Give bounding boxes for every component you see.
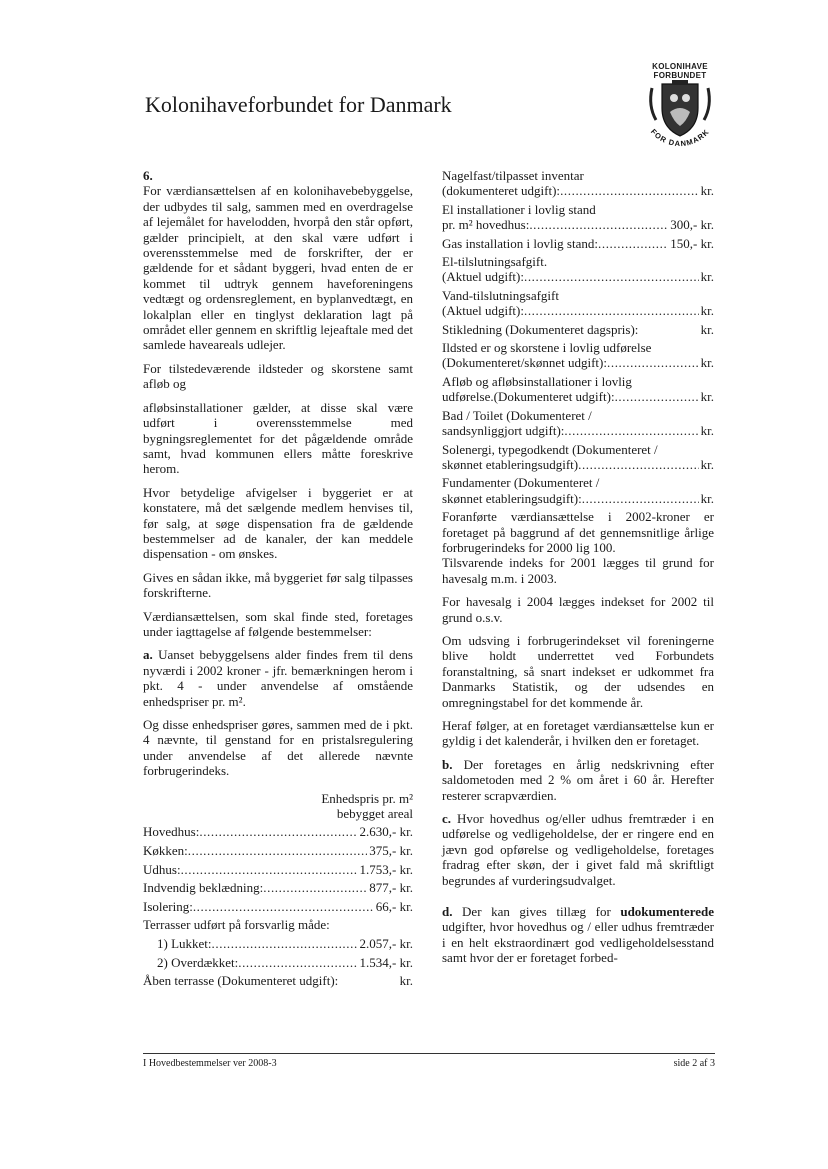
row-value: kr. (700, 423, 714, 439)
row-value: kr. (700, 389, 714, 405)
row-value: 877,- kr. (369, 880, 413, 896)
price-row (143, 823, 413, 842)
row-label: pr. m² hovedhus: (442, 217, 530, 233)
row-label: Stikledning (Dokumenteret dagspris): (442, 321, 639, 337)
row-label: (Aktuel udgift): (442, 303, 524, 319)
footer-page-number: side 2 af 3 (673, 1058, 715, 1069)
paragraph: Foranførte værdiansættelse i 2002-kroner er foretaget på baggrund af det gennemsnitlige årlige forbrugerindeks for 2000 lig 100. (442, 509, 714, 555)
price-row (442, 491, 714, 506)
row-value: kr. (700, 456, 714, 472)
cost-item (442, 408, 714, 439)
price-row (442, 355, 714, 370)
footer-divider (143, 1053, 715, 1054)
price-row (442, 183, 714, 198)
left-column (143, 168, 413, 991)
crest-icon (636, 78, 724, 158)
paragraph: For tilstedeværende ildsteder og skorstene samt afløb og (143, 360, 413, 392)
cost-item (442, 340, 714, 371)
price-row (143, 898, 413, 917)
page-title: Kolonihaveforbundet for Danmark (145, 92, 452, 117)
row-value: 375,- kr. (369, 843, 413, 859)
row-label: (Aktuel udgift): (442, 269, 524, 285)
row-label: Køkken: (143, 843, 188, 859)
cost-item-title: El installationer i lovlig stand (442, 201, 596, 217)
paragraph-c: c. Hvor hovedhus og/eller udhus fremtræder i en udførelse og vedligeholdelse, der er ringere end en jævn god opførelse og vedligeholdelse, foretages fradrag efter skøn, der i givet fald må skriftligt begrundes af vurderingsudvalget. (442, 811, 715, 888)
paragraph: Hvor betydelige afvigelser i byggeriet er at konstatere, må det sælgende medlem henvises til, før salg, at søge dispensation fra de gældende bestemmelser ad de kanaler, der kan meddele dispensation - om ønskes. (143, 484, 413, 562)
cost-item-title: Ildsted er og skorstene i lovlig udførelse (442, 340, 652, 356)
paragraph: Tilsvarende indeks for 2001 lægges til grund for havesalg m.m. i 2003. (442, 555, 714, 586)
price-row (143, 879, 413, 898)
cost-item-title: Fundamenter (Dokumenteret / (442, 475, 600, 491)
row-label: (dokumenteret udgift): (442, 183, 561, 199)
row-label: Hovedhus: (143, 824, 200, 840)
row-value: 1.534,- kr. (359, 954, 413, 970)
terrace-heading: Terrasser udført på forsvarlig måde: (143, 917, 330, 933)
cost-item-title: Vand-tilslutningsafgift (442, 287, 559, 303)
row-label: skønnet etableringsudgift) (442, 456, 579, 472)
row-label: Indvendig beklædning: (143, 880, 264, 896)
row-label: (Dokumenteret/skønnet udgift): (442, 355, 607, 371)
kolonihaveforbundet-logo (636, 62, 724, 158)
row-value: 300,- kr. (670, 217, 714, 233)
price-row (442, 322, 714, 337)
row-label: Udhus: (143, 861, 181, 877)
cost-item (442, 202, 714, 233)
cost-item-title: Solenergi, typegodkendt (Dokumenteret / (442, 441, 658, 457)
row-value: kr. (700, 321, 714, 337)
row-value: kr. (700, 490, 714, 506)
paragraph: Værdiansættelsen, som skal finde sted, foretages under iagttagelse af følgende bestemmelser: (143, 608, 413, 639)
row-value: 2.630,- kr. (359, 824, 413, 840)
row-value: kr. (700, 269, 714, 285)
price-row (442, 269, 714, 284)
cost-item (442, 475, 714, 506)
price-row (442, 236, 714, 251)
paragraph: Heraf følger, at en foretaget værdiansættelse kun er gyldig i det kalenderår, i hvilken den er foretaget. (442, 718, 714, 749)
price-row (143, 842, 413, 861)
cost-item (442, 168, 714, 199)
row-value: 2.057,- kr. (359, 936, 413, 951)
price-list (143, 823, 413, 916)
row-value: kr. (700, 183, 714, 199)
paragraph: For havesalg i 2004 lægges indekset for 2002 til grund o.s.v. (442, 594, 714, 625)
cost-item (442, 322, 714, 337)
cost-item-title: Bad / Toilet (Dokumenteret / (442, 407, 592, 423)
row-label: Isolering: (143, 898, 193, 914)
cost-item (442, 374, 714, 405)
cost-item-title: El-tilslutningsafgift. (442, 254, 548, 270)
paragraph: afløbsinstallationer gælder, at disse skal være udført i overensstemmelse med bygningsreglementet for det pågældende område samt, hvad kommunen ellers måtte foreskrive herom. (143, 399, 413, 477)
paragraph-b: b. Der foretages en årlig nedskrivning efter saldometoden med 2 % om året i 60 år. Herefter resterer scrapværdien. (442, 756, 714, 803)
row-value: 150,- kr. (670, 235, 714, 251)
cost-item (442, 442, 714, 473)
terrace-list (143, 935, 413, 972)
row-value: 66,- kr. (375, 898, 413, 914)
price-row (442, 217, 714, 232)
paragraph: For værdiansættelsen af en kolonihavebebyggelse, der udbydes til salg, sammen med en overdragelse af lejemålet for havelodden, hvorpå den står opført, gælder principielt, at den skal være udført i overensstemmelse med de forskrifter, der er gældende for et sådant byggeri, hvad enten de er kommet til udtryk gennem haveforeningens vedtægt og ordensreglement, en byplanvedtægt, en lokalplan eller en tinglyst deklaration lagt på området eller gennem en skriftlig lejeaftale med det samlede haveareals udlejer. (143, 183, 413, 353)
row-value: 1.753,- kr. (359, 861, 413, 877)
paragraph: Om udsving i forbrugerindekset vil foreningerne blive holdt underrettet ved Forbundets foranstaltning, så snart indekset er udkommet fra Danmarks Statistik, og der udsendes en omregningstabel for det kommende år. (442, 632, 714, 710)
cost-item (442, 288, 714, 319)
price-row (143, 954, 413, 973)
cost-item-title: Nagelfast/tilpasset inventar (442, 168, 584, 183)
row-label: Gas installation i lovlig stand: (442, 235, 598, 251)
price-row (143, 935, 413, 954)
row-label: sandsynliggjort udgift): (442, 423, 565, 439)
price-row (143, 861, 413, 880)
paragraph: Gives en sådan ikke, må byggeriet før salg tilpasses forskrifterne. (143, 569, 413, 601)
price-row (442, 303, 714, 318)
paragraph-d: d. Der kan gives tillæg for udokumenterede udgifter, hvor hovedhus og / eller udhus fremtræder i en helt ekstraordinært god vedligeholdelsesstand samt hvor der er foretaget forbed- (442, 904, 714, 966)
row-value: kr. (700, 303, 714, 319)
price-row (442, 423, 714, 438)
logo-text-bottom: FOR DANMARK (648, 127, 712, 149)
row-value: kr. (700, 355, 714, 371)
cost-item (442, 236, 714, 251)
price-row (442, 457, 714, 472)
cost-item (442, 254, 714, 285)
paragraph: Og disse enhedspriser gøres, sammen med de i pkt. 4 nævnte, til genstand for en pristalsregulering under anvendelse af det allerede nævnte forbrugerindeks. (143, 717, 413, 779)
cost-items (442, 168, 714, 506)
price-row (442, 389, 714, 404)
price-header: Enhedspris pr. m² bebygget areal (321, 790, 413, 822)
row-label: 1) Lukket: (157, 936, 212, 951)
section-number: 6. (143, 168, 153, 183)
footer-document-id: I Hovedbestemmelser ver 2008-3 (143, 1058, 277, 1069)
row-label: skønnet etableringsudgift): (442, 490, 582, 506)
row-label: udførelse.(Dokumenteret udgift): (442, 389, 615, 405)
logo-text-top: KOLONIHAVE FORBUNDET (652, 62, 708, 80)
paragraph-a: a. Uanset bebyggelsens alder findes frem til dens nyværdi i 2002 kroner - jfr. bemærkningen herom i pkt. 4 - under anvendelse af omstående enhedspriser pr. m². (143, 647, 413, 709)
open-terrace-row: Åben terrasse (Dokumenteret udgift): kr. (143, 973, 413, 989)
cost-item-title: Afløb og afløbsinstallationer i lovlig (442, 373, 632, 389)
row-label: 2) Overdækket: (157, 954, 239, 970)
right-column (442, 168, 714, 974)
